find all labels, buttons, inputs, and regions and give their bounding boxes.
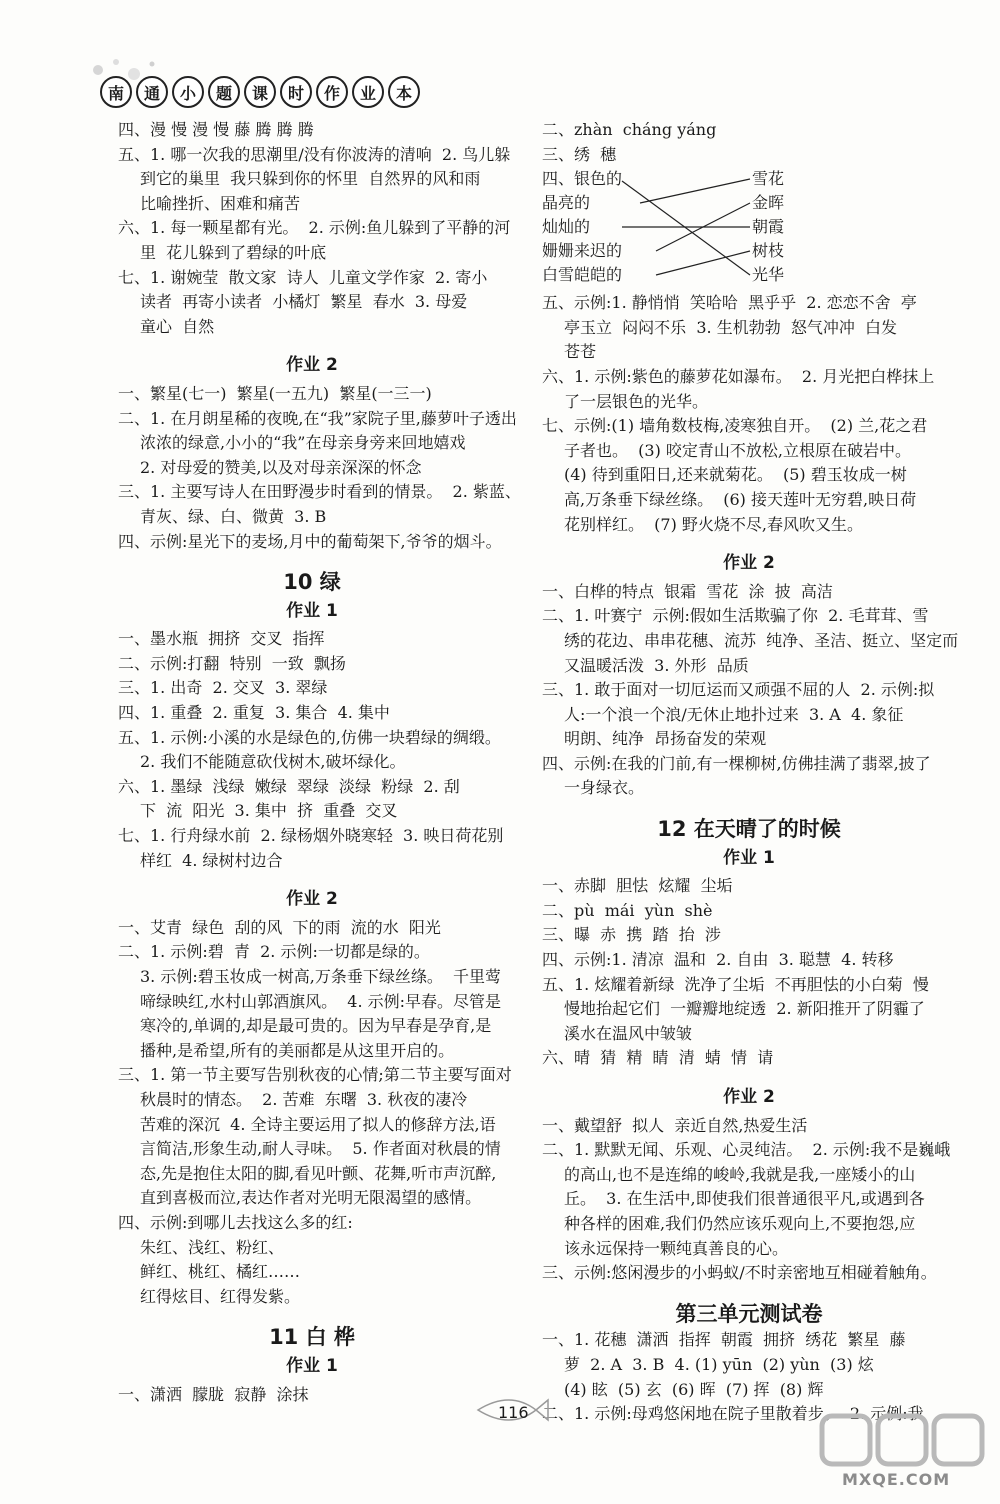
match-left-item: 灿灿的 — [542, 217, 591, 237]
answer-line: 一、墨水瓶 拥挤 交叉 指挥 — [118, 629, 325, 649]
answer-line: 四、示例:到哪儿去找这么多的红: — [118, 1212, 353, 1232]
header-char: 南 — [100, 76, 132, 108]
watermark-text: MXQE.COM — [842, 1470, 951, 1489]
answer-line: 童心 自然 — [140, 316, 215, 336]
match-left-item: 四、银色的 — [542, 169, 623, 189]
answer-line: 青灰、绿、白、微黄 3. B — [140, 506, 327, 526]
page-number: 116 — [498, 1403, 529, 1422]
answer-line: 萝 2. A 3. B 4. (1) yūn (2) yùn (3) 炫 — [564, 1354, 874, 1374]
answer-line: (4) 眩 (5) 玄 (6) 晖 (7) 挥 (8) 辉 — [564, 1379, 824, 1399]
answer-line: 种各样的困难,我们仍然应该乐观向上,不要抱怨,应 — [564, 1213, 916, 1233]
answer-line: 二、1. 示例:母鸡悠闲地在院子里散着步。 2. 示例:我 — [542, 1404, 924, 1424]
answer-line: 一、繁星(七一) 繁星(一五九) 繁星(一三一) — [118, 383, 432, 403]
answer-line: 慢地抬起它们 一瓣瓣地绽透 2. 新阳推开了阴霾了 — [564, 999, 925, 1019]
answer-line: 四、示例:在我的门前,有一棵柳树,仿佛挂满了翡翠,披了 — [542, 753, 931, 773]
answer-line: 丘。 3. 在生活中,即使我们很普通很平凡,或遇到各 — [564, 1189, 925, 1209]
homework-heading: 作业 2 — [286, 355, 338, 376]
answer-line: 明朗、纯净 昂扬奋发的荣观 — [564, 729, 767, 749]
header-char: 课 — [244, 76, 276, 108]
right-column — [542, 118, 959, 1427]
answer-line: 亭玉立 闷闷不乐 3. 生机勃勃 怒气冲冲 白发 — [564, 317, 898, 337]
match-left-item: 晶亮的 — [542, 193, 591, 213]
answer-line: 四、示例:1. 清凉 温和 2. 自由 3. 聪慧 4. 转移 — [542, 950, 894, 970]
answer-line: 一、白桦的特点 银霜 雪花 涂 披 高洁 — [542, 581, 833, 601]
answer-line: 又温暖活泼 3. 外形 品质 — [564, 655, 749, 675]
answer-line: 寒冷的,单调的,却是最可贵的。因为早春是孕育,是 — [140, 1016, 492, 1036]
header-char: 时 — [280, 76, 312, 108]
word-matching-exercise — [542, 167, 802, 291]
header-char: 本 — [388, 76, 420, 108]
answer-line: 该永远保持一颗纯真善良的心。 — [564, 1238, 789, 1258]
answer-line: 四、示例:星光下的麦场,月中的葡萄架下,爷爷的烟斗。 — [118, 531, 502, 551]
answer-line: 到它的巢里 我只躲到你的怀里 自然界的风和雨 — [140, 169, 481, 189]
lesson-title: 12 在天晴了的时候 — [657, 817, 841, 842]
answer-line: 苍苍 — [564, 342, 597, 362]
answer-line: 二、1. 默默无闻、乐观、心灵纯洁。 2. 示例:我不是巍峨 — [542, 1140, 951, 1160]
answer-line: 啼绿映红,水村山郭酒旗风。 4. 示例:早春。尽管是 — [140, 991, 502, 1011]
answer-line: 样红 4. 绿树村边合 — [140, 850, 283, 870]
poem-line: 红得炫目、红得发紫。 — [140, 1286, 301, 1306]
answer-line: 3. 示例:碧玉妆成一树高,万条垂下绿丝绦。 千里莺 — [140, 967, 502, 986]
answer-line: 2. 我们不能随意砍伐树木,破坏绿化。 — [140, 752, 406, 772]
answer-line: 三、1. 第一节主要写告别秋夜的心情;第二节主要写面对 — [118, 1065, 512, 1085]
answer-line: (4) 待到重阳日,还来就菊花。 (5) 碧玉妆成一树 — [564, 465, 907, 485]
answer-line: 比喻挫折、困难和痛苦 — [140, 193, 301, 213]
poem-line: 鲜红、桃红、橘红…… — [140, 1262, 301, 1282]
answer-line: 六、1. 每一颗星都有光。 2. 示例:鱼儿躲到了平静的河 — [118, 218, 511, 238]
match-right-item: 树枝 — [752, 241, 785, 261]
answer-line: 二、1. 叶赛宁 示例:假如生活欺骗了你 2. 毛茸茸、雪 — [542, 606, 929, 626]
answer-line: 里 花儿躲到了碧绿的叶底 — [140, 242, 327, 262]
header-char: 通 — [136, 76, 168, 108]
answer-line: 播种,是希望,所有的美丽都是从这里开启的。 — [140, 1040, 455, 1060]
answer-line: 六、晴 猜 精 睛 清 蜻 情 请 — [542, 1048, 774, 1068]
answer-line: 四、漫 慢 漫 慢 藤 腾 腾 腾 — [118, 120, 314, 139]
answer-line: 溪水在温风中皱皱 — [564, 1023, 693, 1043]
header-char: 题 — [208, 76, 240, 108]
header-char: 业 — [352, 76, 384, 108]
answer-line: 一、赤脚 胆怯 炫耀 尘垢 — [542, 876, 733, 896]
match-right-item: 光华 — [752, 265, 785, 285]
answer-line: 三、曝 赤 携 踏 抬 涉 — [542, 925, 721, 945]
answer-line: 七、1. 行舟绿水前 2. 绿杨烟外晓寒轻 3. 映日荷花别 — [118, 826, 504, 846]
match-right-item: 朝霞 — [752, 217, 785, 237]
unit-test-title: 第三单元测试卷 — [675, 1301, 823, 1326]
poem-line: 朱红、浅红、粉红、 — [140, 1237, 285, 1257]
answer-line: 秋晨时的情态。 2. 苦难 东曙 3. 秋夜的凄冷 — [140, 1089, 468, 1109]
answer-line: 直到喜极而泣,表达作者对光明无限渴望的感情。 — [140, 1188, 482, 1208]
answer-line: 的高山,也不是连绵的峻岭,我就是我,一座矮小的山 — [564, 1164, 916, 1184]
matching-lines — [620, 167, 754, 291]
lesson-title: 11 白 桦 — [269, 1325, 355, 1350]
answer-line: 二、1. 示例:碧 青 2. 示例:一切都是绿的。 — [118, 942, 430, 962]
match-right-item: 金晖 — [752, 193, 785, 213]
answer-line: 六、1. 墨绿 浅绿 嫩绿 翠绿 淡绿 粉绿 2. 刮 — [118, 776, 460, 796]
homework-heading: 作业 2 — [723, 1087, 775, 1107]
answer-line: 花别样红。 (7) 野火烧不尽,春风吹又生。 — [564, 514, 864, 534]
answer-line: 二、pù mái yùn shè — [542, 900, 713, 920]
answer-line: 态,先是抱住太阳的脚,看见叶颤、花舞,听市声沉醉, — [140, 1163, 497, 1183]
answer-line: 三、绣 穗 — [542, 144, 617, 164]
match-right-item: 雪花 — [752, 169, 785, 189]
answer-line: 三、示例:悠闲漫步的小蚂蚁/不时亲密地互相碰着触角。 — [542, 1263, 937, 1283]
answer-line: 读者 再寄小读者 小橘灯 繁星 春水 3. 母爱 — [140, 292, 468, 312]
answer-line: 一、艾青 绿色 刮的风 下的雨 流的水 阳光 — [118, 917, 441, 937]
answer-line: 言简洁,形象生动,耐人寻味。 5. 作者面对秋晨的情 — [140, 1139, 501, 1159]
book-series-header — [100, 74, 424, 110]
answer-line: 2. 对母爱的赞美,以及对母亲深深的怀念 — [140, 457, 422, 477]
answer-line: 七、示例:(1) 墙角数枝梅,凌寒独自开。 (2) 兰,花之君 — [542, 416, 928, 436]
match-left-item: 姗姗来迟的 — [542, 241, 623, 261]
answer-line: 了一层银色的光华。 — [564, 391, 709, 411]
homework-heading: 作业 2 — [286, 889, 338, 910]
answer-line: 高,万条垂下绿丝绦。 (6) 接天莲叶无穷碧,映日荷 — [564, 489, 917, 509]
answer-line: 二、1. 在月朗星稀的夜晚,在“我”家院子里,藤萝叶子透出 — [118, 408, 517, 428]
answer-line: 下 流 阳光 3. 集中 挤 重叠 交叉 — [140, 801, 398, 821]
header-char: 小 — [172, 76, 204, 108]
answer-line: 三、1. 敢于面对一切厄运而又顽强不屈的人 2. 示例:拟 — [542, 680, 935, 700]
homework-heading: 作业 1 — [286, 1355, 338, 1376]
answer-line: 苦难的深沉 4. 全诗主要运用了拟人的修辞方法,语 — [140, 1114, 496, 1134]
homework-heading: 作业 1 — [723, 847, 775, 868]
answer-line: 七、1. 谢婉莹 散文家 诗人 儿童文学作家 2. 寄小 — [118, 267, 488, 287]
answer-line: 三、1. 出奇 2. 交叉 3. 翠绿 — [118, 678, 328, 698]
answer-line: 一身绿衣。 — [564, 778, 645, 798]
left-column — [118, 118, 521, 1407]
answer-line: 浓浓的绿意,小小的“我”在母亲身旁来回地嬉戏 — [140, 433, 466, 453]
answer-line: 一、1. 花穗 潇洒 指挥 朝霞 拥挤 绣花 繁星 藤 — [542, 1330, 906, 1350]
answer-line: 五、示例:1. 静悄悄 笑哈哈 黑乎乎 2. 恋恋不舍 亭 — [542, 293, 917, 313]
homework-heading: 作业 2 — [723, 553, 775, 574]
answer-line: 人:一个浪一个浪/无休止地扑过来 3. A 4. 象征 — [564, 704, 904, 724]
answer-line: 四、1. 重叠 2. 重复 3. 集合 4. 集中 — [118, 703, 390, 723]
answer-line: 绣的花边、串串花穗、流苏 纯净、圣洁、挺立、坚定而 — [564, 630, 959, 650]
match-left-item: 白雪皑皑的 — [542, 265, 623, 285]
answer-line: 五、1. 示例:小溪的水是绿色的,仿佛一块碧绿的绸缎。 — [118, 727, 501, 747]
answer-line: 五、1. 哪一次我的思潮里/没有你波涛的清响 2. 鸟儿躲 — [118, 144, 511, 164]
answer-line: 六、1. 示例:紫色的藤萝花如瀑布。 2. 月光把白桦抹上 — [542, 366, 935, 386]
answer-line: 二、示例:打翻 特别 一致 飘扬 — [118, 653, 346, 673]
answer-line: 三、1. 主要写诗人在田野漫步时看到的情景。 2. 紫蓝、 — [118, 482, 521, 502]
answer-line: 一、戴望舒 拟人 亲近自然,热爱生活 — [542, 1115, 808, 1135]
lesson-title: 10 绿 — [283, 570, 341, 595]
header-char: 作 — [316, 76, 348, 108]
answer-line: 五、1. 炫耀着新绿 洗净了尘垢 不再胆怯的小白菊 慢 — [542, 974, 929, 994]
answer-line: 二、zhàn cháng yáng — [542, 120, 717, 139]
answer-line: 一、潇洒 朦胧 寂静 涂抹 — [118, 1384, 309, 1404]
answer-line: 子者也。 (3) 咬定青山不放松,立根原在破岩中。 — [564, 440, 912, 460]
homework-heading: 作业 1 — [286, 600, 338, 621]
